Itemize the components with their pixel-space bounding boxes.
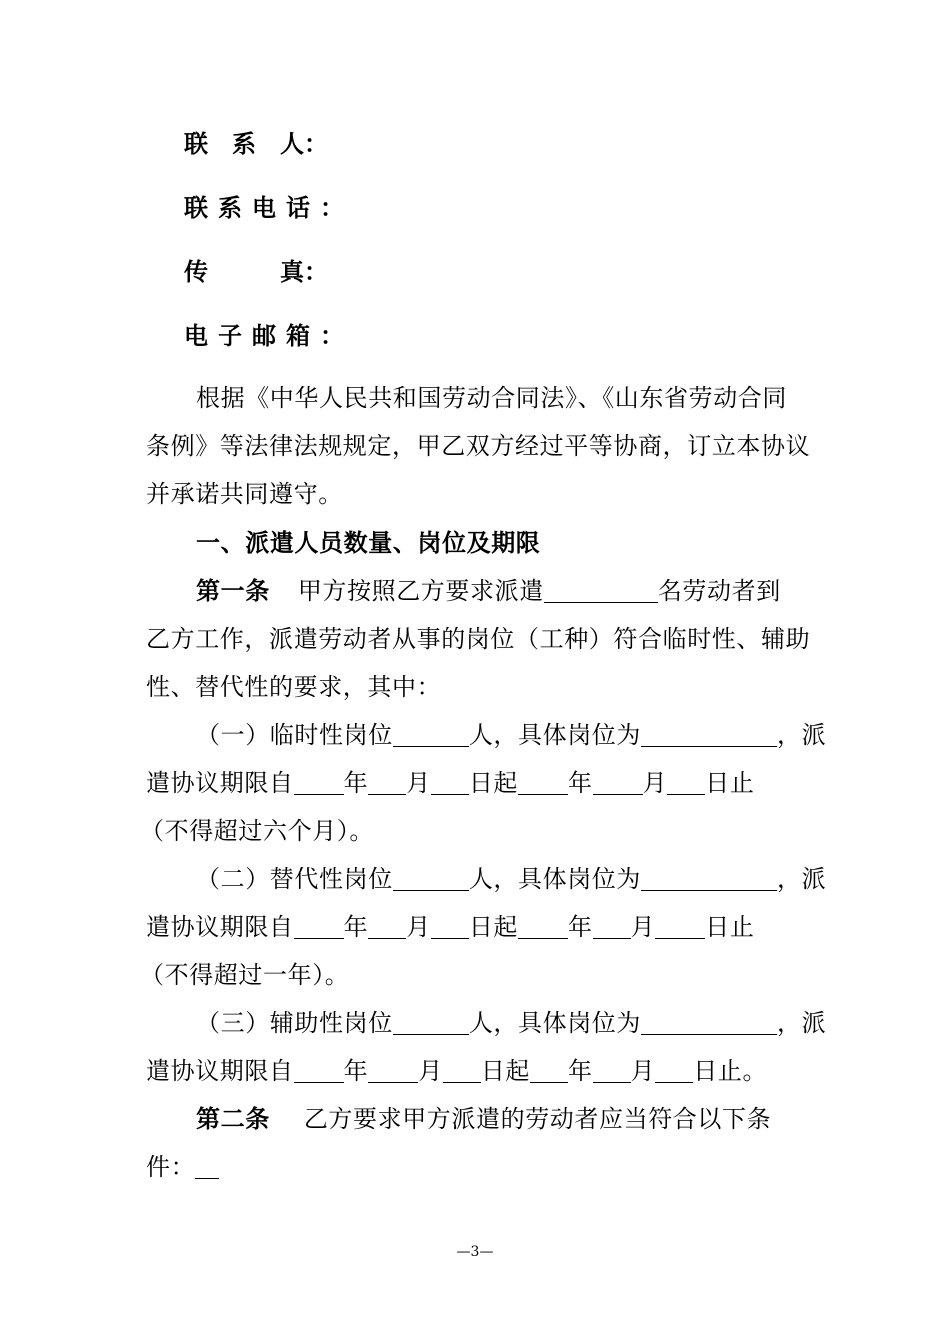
temp-note: （不得超过六个月）。 (140, 817, 374, 845)
article1-line-3: 性、替代性的要求，其中： (146, 673, 442, 701)
contact-person-label: 联 系 人： (184, 129, 328, 158)
article1-label: 第一条 (196, 576, 270, 605)
article1-line-2: 乙方工作，派遣劳动者从事的岗位（工种）符合临时性、辅助 (146, 625, 811, 653)
fax-label: 传 真： (184, 257, 328, 286)
temp-period-line: 遣协议期限自 年 月 日起 年 月 日止 (146, 769, 755, 797)
count-blank (544, 580, 658, 603)
sub-note: （不得超过一年）。 (140, 961, 350, 989)
intro-line-3: 并承诺共同遵守。 (146, 480, 343, 508)
article2-label: 第二条 (196, 1104, 270, 1133)
conditions-blank (195, 1156, 219, 1179)
article2-line-1: 第二条 乙方要求甲方派遣的劳动者应当符合以下条 (196, 1104, 772, 1133)
temp-count-blank (393, 724, 469, 747)
temp-post-line: （一）临时性岗位 人，具体岗位为 ，派 (196, 721, 827, 749)
temp-post-blank (641, 724, 777, 747)
page-number: —3— (456, 1244, 494, 1260)
sub-post-line: （二）替代性岗位 人，具体岗位为 ，派 (196, 865, 827, 893)
phone-label: 联系电话： (184, 193, 354, 222)
article2-line-2: 件： (146, 1151, 219, 1183)
aux-period-line: 遣协议期限自 年 月 日起 年 月 日止。 (146, 1057, 768, 1085)
email-label: 电子邮箱： (184, 321, 354, 350)
sub-period-line: 遣协议期限自 年 月 日起 年 月 日止 (146, 913, 755, 941)
aux-post-line: （三）辅助性岗位 人，具体岗位为 ，派 (196, 1009, 827, 1037)
section-title: 一、派遣人员数量、岗位及期限 (196, 528, 541, 557)
intro-line-2: 条例》等法律法规规定，甲乙双方经过平等协商，订立本协议 (146, 432, 811, 460)
article1-line-1: 第一条 甲方按照乙方要求派遣 名劳动者到 (196, 576, 781, 605)
intro-line-1: 根据《中华人民共和国劳动合同法》、《山东省劳动合同 (196, 384, 787, 412)
